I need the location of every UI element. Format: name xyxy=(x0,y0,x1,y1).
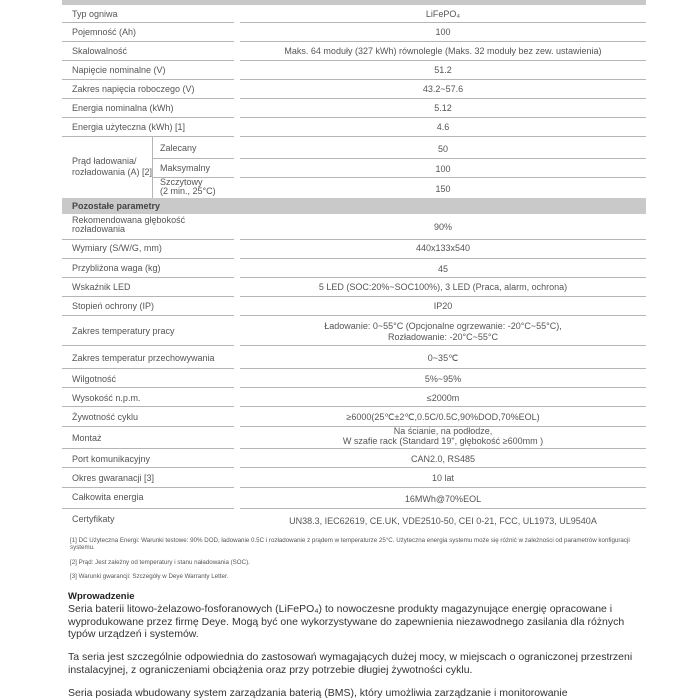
row-divider xyxy=(240,177,646,178)
table-row xyxy=(62,345,646,368)
table-row xyxy=(62,79,646,98)
row-value: ≥6000(25℃±2℃,0.5C/0.5C,90%DOD,70%EOL) xyxy=(346,412,540,422)
row-value-line1: Na ścianie, na podłodze, xyxy=(393,426,493,436)
row-value: UN38.3, IEC62619, CE.UK, VDE2510-50, CEI 0-21, FCC, UL1973, UL9540A xyxy=(289,516,597,526)
sub-row-label-line1: Szczytowy xyxy=(160,177,203,187)
row-label: Wymiary (S/W/G, mm) xyxy=(72,243,162,253)
row-label: Wskaźnik LED xyxy=(72,282,131,292)
table-row xyxy=(62,508,646,530)
table-row xyxy=(62,239,646,258)
row-label: Okres gwaranacji [3] xyxy=(72,473,155,483)
intro-paragraph-1: Seria baterii litowo-żelazowo-fosforanowych (LiFePO₄) to nowoczesne produkty magazynujące energię opracowane i wyprodukowane przez firmę Deye. Mogą być one wykorzystywane do zapewnienia niezawodnego zasilania dla różnych typów urządzeń i systemów. xyxy=(68,603,625,640)
section-title: Pozostałe parametry xyxy=(72,201,161,211)
intro-paragraph-2: Ta seria jest szczególnie odpowiednia do zastosowań wymagających dużej mocy, w miejscach o ograniczonej przestrzeni instalacyjnej, z ograniczeniami obciążenia oraz przy potrzebie długiej żywotności cyklu. xyxy=(68,651,633,676)
row-value-line1: Ładowanie: 0~55°C (Opcjonalne ogrzewanie: -20°C~55°C), xyxy=(324,321,562,331)
table-row xyxy=(62,448,646,467)
row-label: Napięcie nominalne (V) xyxy=(72,65,166,75)
table-row xyxy=(62,6,646,22)
row-label: Energia nominalna (kWh) xyxy=(72,103,174,113)
row-value-line2: W szafie rack (Standard 19", głębokość ≥600mm ) xyxy=(342,436,544,446)
row-label: Port komunikacyjny xyxy=(72,454,151,464)
table-row xyxy=(62,296,646,315)
row-label-line2: rozładowania xyxy=(72,224,126,234)
row-value: 45 xyxy=(437,264,448,274)
sub-row-value: 50 xyxy=(437,144,448,154)
row-value: 5.12 xyxy=(434,103,452,113)
row-label: Pojemność (Ah) xyxy=(72,27,137,37)
sub-row-value: 150 xyxy=(435,184,451,194)
current-group-label-line1: Prąd ładowania/ xyxy=(72,156,137,166)
row-value: 16MWh@70%EOL xyxy=(404,494,482,504)
table-header-bar xyxy=(62,0,646,5)
sub-row-label: Maksymalny xyxy=(160,163,211,173)
row-value: CAN2.0, RS485 xyxy=(410,454,476,464)
table-row xyxy=(62,387,646,406)
sub-row-label xyxy=(160,178,216,196)
footnote-1: [1] DC Użyteczna Energi: Warunki testowe: 90% DOD, ładowanie 0.5C i rozładowanie z prądem w temperaturze 25°C. Użyteczna energia systemu może się różnić w zależności od parametrów konfiguracji systemu. xyxy=(70,537,630,551)
intro-title: Wprowadzenie xyxy=(68,591,135,602)
row-label: Certyfikaty xyxy=(72,514,115,524)
current-group xyxy=(62,136,646,198)
table-row xyxy=(62,258,646,277)
row-label: Całkowita energia xyxy=(72,492,144,502)
row-label: Energia użyteczna (kWh) [1] xyxy=(72,122,186,132)
row-value: IP20 xyxy=(433,301,453,311)
table-row xyxy=(62,117,646,136)
row-value: 43.2~57.6 xyxy=(422,84,464,94)
row-label-line1: Rekomendowana głębokość xyxy=(72,215,186,225)
row-value xyxy=(240,321,646,343)
row-value: 4.6 xyxy=(436,122,450,132)
row-label: Skalowalność xyxy=(72,46,128,56)
row-value: 440x133x540 xyxy=(415,243,471,253)
row-label: Typ ogniwa xyxy=(72,9,118,19)
row-label xyxy=(72,216,185,234)
row-divider xyxy=(152,158,234,159)
table-row xyxy=(62,41,646,60)
row-label: Zakres napięcia roboczego (V) xyxy=(72,84,195,94)
intro-paragraph-3: Seria posiada wbudowany system zarządzania baterią (BMS), który umożliwia zarządzanie i monitorowanie xyxy=(68,687,568,699)
row-value: 5 LED (SOC:20%~SOC100%), 3 LED (Praca, alarm, ochrona) xyxy=(318,282,568,292)
table-row xyxy=(62,487,646,508)
row-value: 5%~95% xyxy=(424,374,462,384)
table-row xyxy=(62,60,646,79)
row-value: 10 lat xyxy=(431,473,455,483)
table-row xyxy=(62,214,646,239)
table-row xyxy=(62,426,646,448)
group-divider xyxy=(152,136,153,198)
row-label: Żywotność cyklu xyxy=(72,412,139,422)
row-label: Stopień ochrony (IP) xyxy=(72,301,155,311)
row-value: ≤2000m xyxy=(426,393,460,403)
current-group-label xyxy=(72,156,152,178)
table-row xyxy=(62,368,646,387)
table-row xyxy=(62,277,646,296)
table-row xyxy=(62,22,646,41)
sub-row-label: Zalecany xyxy=(160,143,197,153)
sub-row-label-line2: (2 min., 25°C) xyxy=(160,186,216,196)
row-value: 100 xyxy=(435,27,451,37)
table-row xyxy=(62,406,646,426)
table-row xyxy=(62,315,646,345)
row-value-line2: Rozładowanie: -20°C~55°C xyxy=(387,332,498,342)
current-group-label-line2: rozładowania (A) [2] xyxy=(72,167,153,177)
row-label: Przybliżona waga (kg) xyxy=(72,263,161,273)
row-value: 51.2 xyxy=(434,65,452,75)
table-row xyxy=(62,467,646,487)
row-value: 90% xyxy=(433,222,452,232)
table-row xyxy=(62,98,646,117)
row-label: Zakres temperatury pracy xyxy=(72,326,175,336)
row-divider xyxy=(240,158,646,159)
row-label: Montaż xyxy=(72,433,102,443)
row-value: LiFePO₄ xyxy=(425,9,461,19)
row-label: Zakres temperatur przechowywania xyxy=(72,353,215,363)
section-header xyxy=(62,198,646,214)
sub-row-value: 100 xyxy=(435,164,451,174)
footnote-3: [3] Warunki gwarancji: Szczegóły w Deye Warranty Letter. xyxy=(70,573,229,580)
row-value: Maks. 64 moduły (327 kWh) równolegle (Maks. 32 moduły bez zew. ustawienia) xyxy=(284,46,602,56)
footnote-2: [2] Prąd: Jest zależny od temperatury i stanu naładowania (SOC). xyxy=(70,559,250,566)
row-label: Wilgotność xyxy=(72,374,117,384)
row-label: Wysokość n.p.m. xyxy=(72,393,141,403)
row-value xyxy=(240,426,646,446)
row-value: 0~35℃ xyxy=(427,353,459,363)
